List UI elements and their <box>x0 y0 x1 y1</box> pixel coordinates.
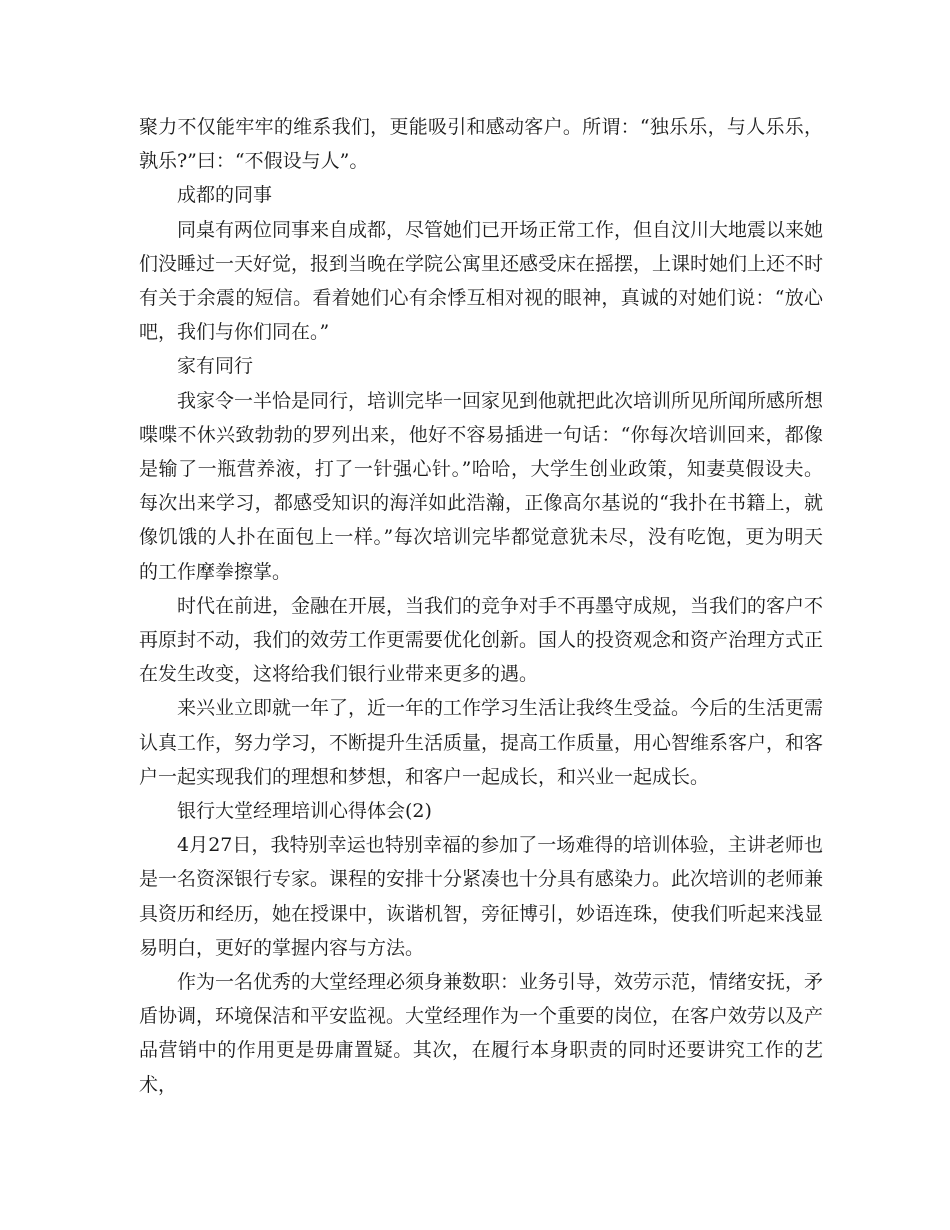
paragraph-lobby-manager-duties: 作为一名优秀的大堂经理必须身兼数职：业务引导，效劳示范，情绪安抚，矛盾协调，环境保洁和平安监视。大堂经理作为一个重要的岗位，在客户效劳以及产品营销中的作用更是毋庸置疑。其次，在履行本身职责的同时还要讲究工作的艺术， <box>139 971 824 1096</box>
paragraph-chengdu-colleagues: 同桌有两位同事来自成都，尽管她们已开场正常工作，但自汶川大地震以来她们没睡过一天好觉，报到当晚在学院公寓里还感受床在摇摆，上课时她们上还不时有关于余震的短信。看着她们心有余悸互相对视的眼神，真诚的对她们说：“放心吧，我们与你们同在。” <box>139 218 824 344</box>
section-heading-chengdu-colleagues: 成都的同事 <box>177 184 273 207</box>
paragraph-one-year: 来兴业立即就一年了，近一年的工作学习生活让我终生受益。今后的生活更需认真工作，努力学习，不断提升生活质量，提高工作质量，用心智维系客户，和客户一起实现我们的理想和梦想，和客户一起成长，和兴业一起成长。 <box>139 697 824 788</box>
document-page <box>139 110 823 1102</box>
paragraph-family-peer: 我家令一半恰是同行，培训完毕一回家见到他就把此次培训所见所闻所感所想喋喋不休兴致勃勃的罗列出来，他好不容易插进一句话：“你每次培训回来，都像是输了一瓶营养液，打了一针强心针。”哈哈，大学生创业政策，知妻莫假设夫。每次出来学习，都感受知识的海洋如此浩瀚，正像高尔基说的“我扑在书籍上，就像饥饿的人扑在面包上一样。”每次培训完毕都觉意犹未尽，没有吃饱，更为明天的工作摩拳擦掌。 <box>139 389 824 583</box>
section-heading-family-peer: 家有同行 <box>177 355 254 378</box>
paragraph-april-training: 4月27日，我特别幸运也特别幸福的参加了一场难得的培训体验，主讲老师也是一名资深银行专家。课程的安排十分紧凑也十分具有感染力。此次培训的老师兼具资历和经历，她在授课中，诙谐机智，旁征博引，妙语连珠，使我们听起来浅显易明白，更好的掌握内容与方法。 <box>139 834 824 959</box>
paragraph-era-progress: 时代在前进，金融在开展，当我们的竞争对手不再墨守成规，当我们的客户不再原封不动，我们的效劳工作更需要优化创新。国人的投资观念和资产治理方式正在发生改变，这将给我们银行业带来更多的遇。 <box>139 594 824 686</box>
section-heading-training-2: 银行大堂经理培训心得体会(2) <box>177 800 432 823</box>
paragraph-intro: 聚力不仅能牢牢的维系我们，更能吸引和感动客户。所谓：“独乐乐，与人乐乐，孰乐?”曰：“不假设与人”。 <box>139 116 823 173</box>
